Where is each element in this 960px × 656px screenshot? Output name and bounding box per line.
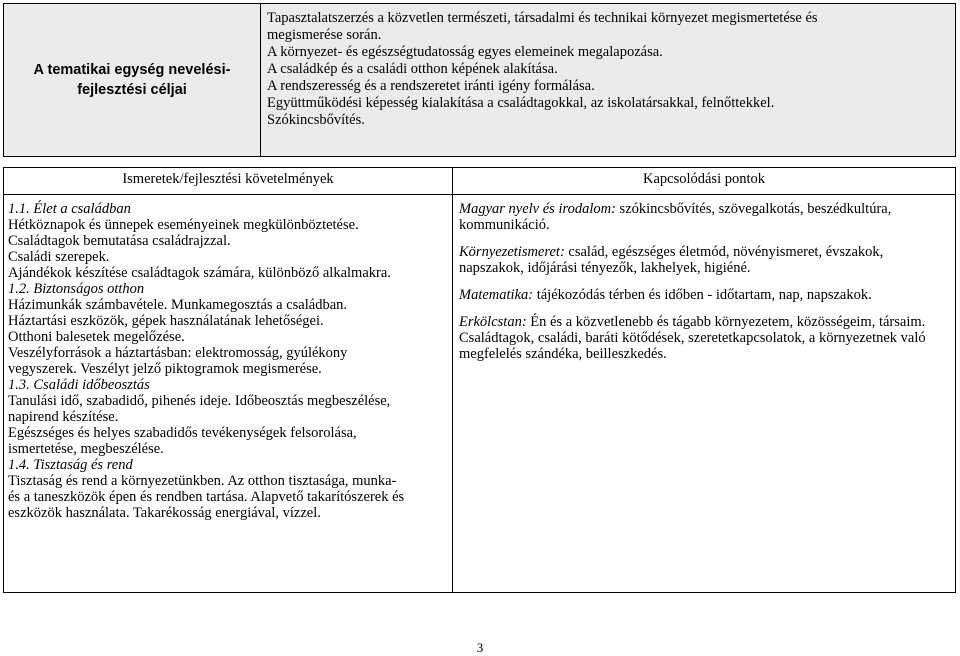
- page-number: 3: [476, 640, 484, 655]
- connection-subject: Környezetismeret:: [459, 244, 565, 260]
- connection-subject: Matematika:: [459, 287, 534, 303]
- section-title: 1.2. Biztonságos otthon: [8, 281, 145, 297]
- goals-line: A rendszeresség és a rendszeretet iránti igény formálása.: [267, 78, 595, 94]
- connections-cell: [453, 195, 956, 593]
- goals-label: A tematikai egység nevelési-fejlesztési céljai: [4, 4, 261, 157]
- section-line: Házimunkák számbavétele. Munkamegosztás a családban.: [8, 297, 348, 313]
- section-line: Családi szerepek.: [8, 249, 110, 265]
- goals-line: megismerése során.: [267, 27, 382, 43]
- section-line: Hétköznapok és ünnepek eseményeinek megkülönböztetése.: [8, 217, 359, 233]
- header-connections: Kapcsolódási pontok: [453, 168, 956, 195]
- section-line: Egészséges és helyes szabadidős tevékenységek felsorolása,: [8, 425, 357, 441]
- goals-line: Tapasztalatszerzés a közvetlen természeti, társadalmi és technikai környezet megismertetése és: [267, 10, 818, 26]
- connection-text: szókincsbővítés, szövegalkotás, beszédkultúra, kommunikáció.: [459, 201, 892, 233]
- section-line: és a taneszközök épen és rendben tartása. Alapvető takarítószerek és: [8, 489, 405, 505]
- connection-item: [459, 244, 951, 276]
- connection-text: tájékozódás térben és időben - időtartam, nap, napszakok.: [533, 287, 872, 303]
- connection-item: [459, 201, 951, 233]
- goals-content: [261, 4, 956, 157]
- goals-line: A környezet- és egészségtudatosság egyes elemeinek megalapozása.: [267, 44, 663, 60]
- connection-text: Én és a közvetlenebb és tágabb környezetem, közösségeim, társaim.: [526, 314, 926, 330]
- connection-item: [459, 314, 951, 362]
- section-line: Ajándékok készítése családtagok számára, különböző alkalmakra.: [8, 265, 391, 281]
- section-line: ismertetése, megbeszélése.: [8, 441, 164, 457]
- section-title: 1.3. Családi időbeosztás: [8, 377, 150, 393]
- header-requirements: Ismeretek/fejlesztési követelmények: [4, 168, 453, 195]
- section-line: Otthoni balesetek megelőzése.: [8, 329, 185, 345]
- connection-extra: Családtagok, családi, baráti kötődések, szeretetkapcsolatok, a környezetnek való megfelelés szándéka, beilleszkedés.: [459, 330, 926, 362]
- section-line: Családtagok bemutatása családrajzzal.: [8, 233, 231, 249]
- requirements-table: [3, 167, 956, 593]
- section-line: Háztartási eszközök, gépek használatának lehetőségei.: [8, 313, 324, 329]
- connection-subject: Erkölcstan:: [459, 314, 527, 330]
- section-line: napirend készítése.: [8, 409, 119, 425]
- connection-text: család, egészséges életmód, növényismeret, évszakok, napszakok, időjárási tényezők, lakhelyek, higiéné.: [459, 244, 884, 276]
- section-line: Veszélyforrások a háztartásban: elektromosság, gyúlékony: [8, 345, 348, 361]
- requirements-cell: [4, 195, 453, 593]
- goals-line: A családkép és a családi otthon képének alakítása.: [267, 61, 558, 77]
- goals-line: Szókincsbővítés.: [267, 112, 365, 128]
- section-title: 1.4. Tisztaság és rend: [8, 457, 133, 473]
- goals-line: Együttműködési képesség kialakítása a családtagokkal, az iskolatársakkal, felnőttekkel.: [267, 95, 775, 111]
- section-line: Tanulási idő, szabadidő, pihenés ideje. Időbeosztás megbeszélése,: [8, 393, 391, 409]
- section-line: eszközök használata. Takarékosság energiával, vízzel.: [8, 505, 321, 521]
- section-line: vegyszerek. Veszélyt jelző piktogramok megismerése.: [8, 361, 322, 377]
- section-line: Tisztaság és rend a környezetünkben. Az otthon tisztasága, munka-: [8, 473, 397, 489]
- connection-subject: Magyar nyelv és irodalom:: [459, 201, 616, 217]
- connection-item: [459, 287, 951, 303]
- section-title: 1.1. Élet a családban: [8, 201, 131, 217]
- goals-table: [3, 3, 956, 157]
